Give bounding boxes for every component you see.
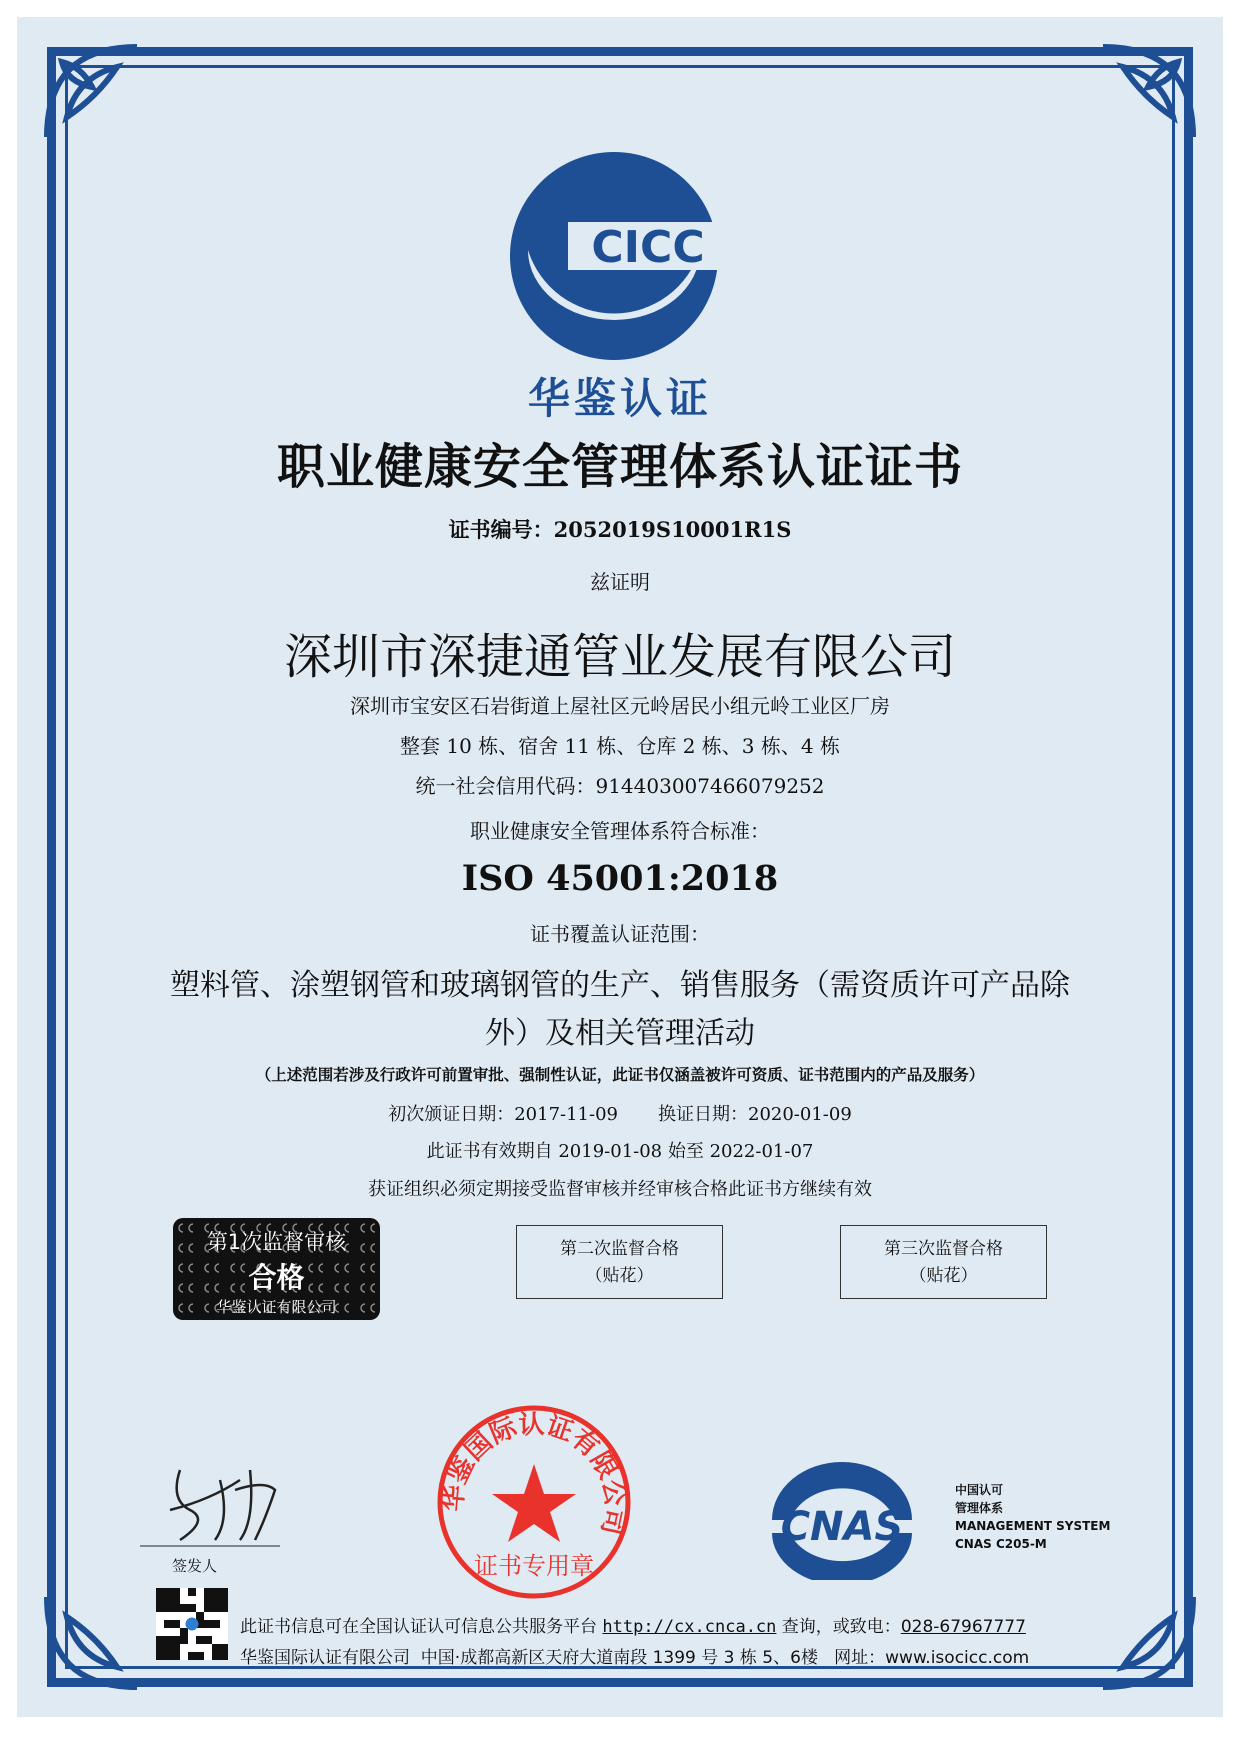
cicc-logo	[508, 150, 720, 362]
credit-code: 统一社会信用代码：914403007466079252	[415, 774, 825, 798]
svg-text:CNAS: CNAS	[780, 1504, 904, 1550]
footer-line-2: 华鉴国际认证有限公司 中国·成都高新区天府大道南段 1399 号 3 栋 5、6楼 网址：www.isocicc.com	[240, 1648, 1030, 1668]
scope-line-1: 塑料管、涂塑钢管和玻璃钢管的生产、销售服务（需资质许可产品除	[170, 968, 1070, 1003]
box-label: 第二次监督合格	[560, 1239, 679, 1259]
official-seal	[434, 1402, 634, 1602]
box-label: 第三次监督合格	[884, 1239, 1003, 1259]
hereby-text: 兹证明	[590, 570, 650, 594]
cert-no-label: 证书编号：	[448, 518, 554, 542]
footer-line-1	[240, 1612, 1026, 1637]
surveillance-box-3	[840, 1225, 1047, 1299]
scope-note: （上述范围若涉及行政许可前置审批、强制性认证，此证书仅涵盖被许可资质、证书范围内的产品及服务）	[255, 1066, 985, 1084]
validity-note: 获证组织必须定期接受监督审核并经审核合格此证书方继续有效	[368, 1179, 872, 1200]
phone-number[interactable]: 028-67967777	[900, 1617, 1026, 1637]
cnas-line: 中国认可	[955, 1483, 1004, 1497]
verification-link[interactable]: http://cx.cnca.cn	[602, 1617, 777, 1637]
cnas-line: CNAS C205-M	[955, 1537, 1047, 1551]
signature	[140, 1450, 290, 1550]
svg-text:证书专用章: 证书专用章	[474, 1552, 594, 1580]
sticker-line-3: 华鉴认证有限公司	[216, 1298, 337, 1316]
corner-ornament-icon	[1093, 37, 1203, 147]
issue-dates	[0, 1100, 1240, 1126]
footer-text: 查询，或致电：	[776, 1617, 901, 1637]
surveillance-box-2	[516, 1225, 723, 1299]
corner-ornament-icon	[37, 1587, 147, 1697]
cnas-logo	[760, 1455, 925, 1580]
validity-period: 此证书有效期自 2019-01-08 始至 2022-01-07	[426, 1141, 814, 1162]
svg-text:华鉴国际认证有限公司: 华鉴国际认证有限公司	[438, 1409, 630, 1538]
scope-label: 证书覆盖认证范围：	[530, 922, 710, 946]
address-line-1: 深圳市宝安区石岩街道上屋社区元岭居民小组元岭工业区厂房	[350, 694, 890, 718]
surveillance-sticker-1	[173, 1218, 380, 1320]
svg-text:CICC: CICC	[591, 222, 705, 273]
first-issue-date: 初次颁证日期：2017-11-09	[388, 1104, 618, 1125]
box-sub: （贴花）	[585, 1266, 654, 1286]
corner-ornament-icon	[37, 37, 147, 147]
cnas-line: 管理体系	[955, 1501, 1004, 1515]
cert-no-value: 2052019S10001R1S	[553, 517, 792, 542]
certificate-number	[0, 514, 1240, 544]
scope-line-2: 外）及相关管理活动	[485, 1016, 755, 1051]
certificate-title: 职业健康安全管理体系认证证书	[276, 439, 963, 495]
standard-value: ISO 45001:2018	[461, 858, 779, 899]
brand-name-cn: 华鉴认证	[527, 374, 712, 423]
company-name: 深圳市深捷通管业发展有限公司	[283, 629, 956, 685]
sticker-line-1: 第1次监督审核	[206, 1230, 347, 1254]
signer-label: 签发人	[172, 1557, 218, 1575]
sticker-line-2: 合格	[248, 1261, 305, 1294]
cnas-line: MANAGEMENT SYSTEM	[955, 1519, 1111, 1533]
cnas-text	[955, 1481, 1110, 1553]
corner-ornament-icon	[1093, 1587, 1203, 1697]
standard-label: 职业健康安全管理体系符合标准：	[470, 819, 770, 843]
footer-text: 此证书信息可在全国认证认可信息公共服务平台	[240, 1617, 603, 1637]
renewal-date: 换证日期：2020-01-09	[658, 1104, 852, 1125]
box-sub: （贴花）	[909, 1266, 978, 1286]
qr-code[interactable]	[156, 1588, 228, 1660]
address-line-2: 整套 10 栋、宿舍 11 栋、仓库 2 栋、3 栋、4 栋	[400, 734, 840, 758]
